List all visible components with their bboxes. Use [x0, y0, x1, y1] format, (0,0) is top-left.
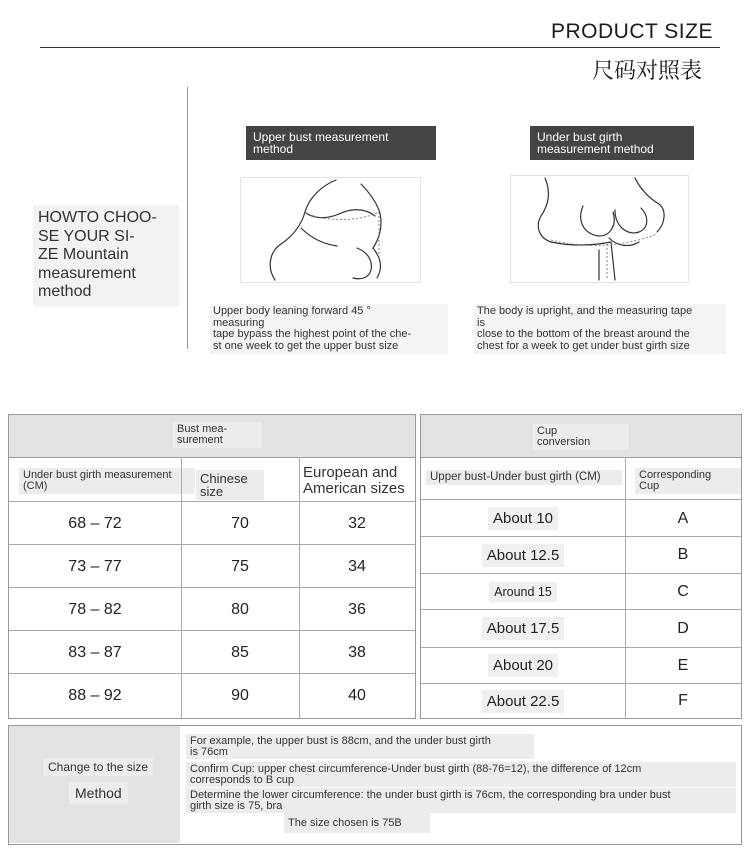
howto-line: HOWTO CHOO- — [38, 209, 157, 226]
section-divider — [187, 87, 188, 349]
difference-value: About 20 — [488, 654, 558, 677]
howto-line: measurement — [38, 264, 136, 282]
table-cell-cup: E — [677, 656, 689, 674]
cup-conversion-table — [420, 414, 742, 719]
table-cell-chinese-size: 70 — [231, 514, 249, 532]
desc-line: chest for a week to get under bust girth size — [477, 339, 690, 352]
row-divider — [9, 673, 415, 674]
row-divider — [9, 544, 415, 545]
table-cell-range: 73 – 77 — [68, 557, 122, 575]
header-line: Corresponding — [639, 469, 712, 481]
table-cell-cup: C — [677, 582, 689, 600]
table-cell-range: 83 – 87 — [68, 643, 122, 661]
row-divider — [421, 499, 741, 500]
desc-line: close to the bottom of the breast around the — [477, 328, 690, 340]
howto-line: SE YOUR SI- — [38, 227, 135, 245]
text-line: Determine the lower circumference: the under bust girth is 76cm, the corresponding bra under bust — [190, 789, 671, 801]
under-bust-illustration — [510, 175, 689, 283]
table-cell-range: 68 – 72 — [68, 514, 122, 532]
under-bust-description — [474, 304, 726, 354]
howto-line: ZE Mountain — [38, 246, 129, 263]
table-cell-eu-size: 40 — [348, 686, 366, 704]
table-cell-eu-size: 32 — [348, 514, 366, 532]
table-cell-difference — [421, 610, 625, 647]
cup-table-title — [533, 424, 629, 450]
lower-circumference-text — [186, 788, 736, 813]
upper-bust-description — [210, 304, 448, 354]
table-cell-difference — [421, 684, 625, 718]
result-text: The size chosen is 75B — [284, 813, 430, 833]
table-cell-eu-size: 34 — [348, 557, 366, 575]
table-cell-chinese-size: 75 — [231, 557, 249, 575]
table-cell-range: 78 – 82 — [68, 600, 122, 618]
table-cell-range: 88 – 92 — [68, 686, 122, 704]
text-line: For example, the upper bust is 88cm, and the under bust girth — [190, 735, 491, 747]
table-cell-cup: D — [677, 619, 689, 637]
table-cell-eu-size: 38 — [348, 643, 366, 661]
text-line: is 76cm — [190, 745, 228, 758]
header-line: European and — [303, 464, 398, 481]
row-divider — [9, 501, 415, 502]
bust-measurement-table — [8, 414, 416, 719]
desc-line: measuring — [213, 316, 265, 329]
bust-difference-column-header: Upper bust-Under bust girth (CM) — [426, 470, 622, 485]
title-english: PRODUCT SIZE — [551, 20, 713, 43]
table-cell-difference — [421, 648, 625, 683]
desc-line: Upper body leaning forward 45 ° — [213, 305, 371, 317]
table-cell-cup: F — [678, 692, 688, 709]
difference-value: Around 15 — [489, 582, 557, 602]
method-label: Method — [69, 782, 128, 804]
table-cell-chinese-size: 90 — [231, 686, 249, 704]
table-cell-difference — [421, 501, 625, 536]
title-line: Cup — [537, 425, 558, 437]
table-cell-chinese-size: 85 — [231, 643, 249, 661]
corresponding-cup-column-header — [635, 468, 741, 494]
title-chinese: 尺码对照表 — [592, 59, 703, 84]
under-bust-method-label: Under bust girth measurement method — [530, 126, 694, 160]
upper-bust-figure-icon — [241, 178, 420, 282]
difference-value: About 12.5 — [482, 544, 565, 567]
under-bust-figure-icon — [511, 176, 688, 282]
table-cell-cup: A — [677, 509, 689, 527]
row-divider — [9, 587, 415, 588]
desc-line: is — [477, 316, 485, 329]
change-size-label: Change to the size — [43, 758, 153, 776]
title-line: conversion — [537, 436, 591, 448]
title-line: Bust mea- — [177, 423, 228, 435]
row-divider — [9, 630, 415, 631]
header-line: size — [200, 484, 224, 499]
upper-bust-illustration — [240, 177, 421, 283]
title-line: surement — [177, 434, 223, 446]
eu-us-size-column-header — [303, 465, 405, 497]
howto-choose-size-text — [33, 205, 179, 306]
table-cell-eu-size: 36 — [348, 600, 366, 618]
example-text — [186, 734, 534, 759]
size-method-label-panel — [9, 726, 180, 843]
under-bust-column-header: Under bust girth measurement (CM) — [19, 468, 195, 494]
header-line: American sizes — [303, 480, 405, 497]
difference-value: About 10 — [488, 507, 558, 530]
header-line: Chinese — [200, 471, 248, 486]
text-line: corresponds to B cup — [190, 773, 294, 786]
text-line: girth size is 75, bra — [190, 799, 283, 812]
howto-line: method — [38, 283, 92, 300]
bust-table-title — [173, 422, 262, 448]
confirm-cup-text — [186, 762, 736, 787]
text-line: Confirm Cup: upper chest circumference-Under bust girth (88-76=12), the difference of 12cm — [190, 763, 642, 775]
chinese-size-column-header — [196, 470, 264, 500]
table-cell-cup: B — [677, 546, 689, 563]
header-line: Cup — [639, 480, 660, 492]
table-cell-difference — [421, 574, 625, 609]
upper-bust-method-label: Upper bust measurement method — [246, 126, 436, 160]
difference-value: About 17.5 — [482, 617, 565, 640]
title-divider — [40, 47, 720, 48]
desc-line: The body is upright, and the measuring tape — [477, 305, 693, 317]
desc-line: st one week to get the upper bust size — [213, 339, 399, 352]
table-cell-difference — [421, 537, 625, 573]
desc-line: tape bypass the highest point of the che- — [213, 328, 412, 340]
difference-value: About 22.5 — [482, 690, 565, 713]
table-cell-chinese-size: 80 — [231, 600, 249, 618]
